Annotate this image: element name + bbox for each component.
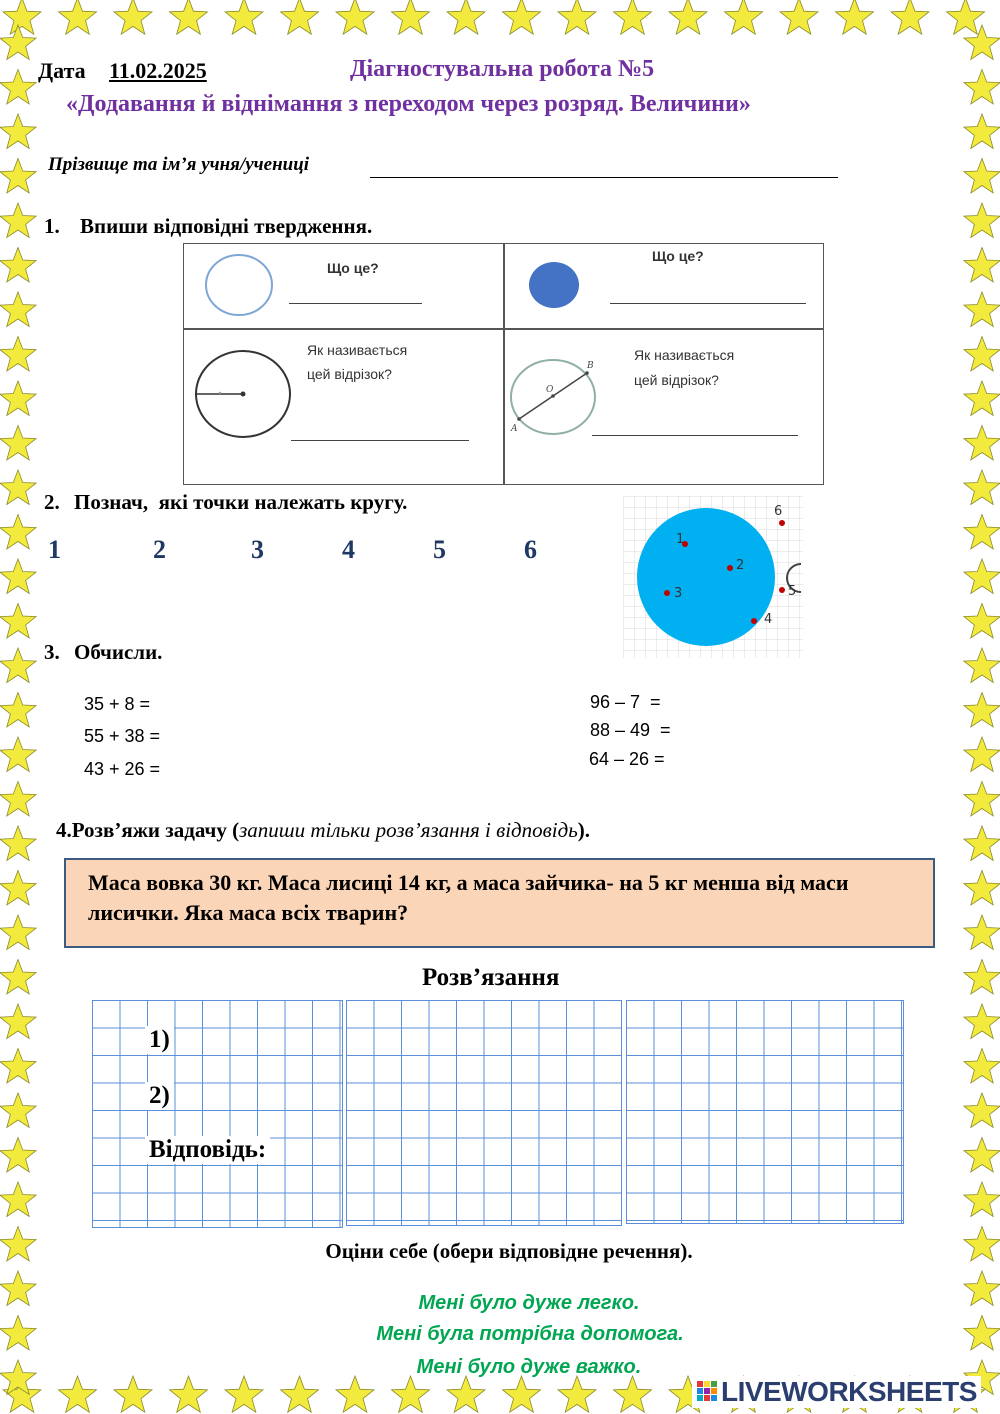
border-star-icon — [964, 737, 1000, 771]
filled-circle-icon — [527, 261, 581, 311]
border-star-icon — [0, 915, 36, 949]
date-label: Дата — [38, 58, 86, 83]
border-star-icon — [614, 1376, 652, 1412]
point-4-label: 4 — [764, 612, 773, 627]
border-star-icon — [964, 693, 1000, 727]
self-eval-option-easy[interactable]: Мені було дуже легко. — [418, 1292, 640, 1314]
point-b-label: B — [587, 361, 594, 371]
border-star-icon — [891, 0, 929, 34]
option-4[interactable]: 4 — [342, 535, 355, 564]
point-1-label: 1 — [676, 532, 685, 547]
point-a-label: A — [511, 424, 518, 434]
border-star-icon — [0, 292, 36, 326]
border-star-icon — [558, 0, 596, 34]
self-eval-option-help[interactable]: Мені була потрібна допомога. — [376, 1323, 684, 1345]
point-6 — [779, 520, 785, 526]
border-star-icon — [964, 559, 1000, 593]
option-3[interactable]: 3 — [251, 535, 264, 564]
circle-outline-icon — [202, 252, 276, 320]
example-left-2[interactable]: 55 + 38 = — [84, 726, 161, 746]
border-star-icon — [725, 0, 763, 34]
border-star-icon — [170, 0, 208, 34]
border-star-icon — [114, 0, 152, 34]
border-star-icon — [836, 0, 874, 34]
border-star-icon — [964, 915, 1000, 949]
border-star-icon — [0, 1093, 36, 1127]
problem-box — [64, 858, 935, 948]
point-6-label: 6 — [774, 504, 783, 519]
border-star-icon — [964, 826, 1000, 860]
cell2-answer-line[interactable] — [610, 302, 806, 304]
border-star-icon — [964, 114, 1000, 148]
solution-grid-middle[interactable] — [346, 1000, 622, 1226]
border-star-icon — [281, 1376, 319, 1412]
border-star-icon — [964, 515, 1000, 549]
problem-text: Маса вовка 30 кг. Маса лисиці 14 кг, а маса зайчика- на 5 кг менша від маси лисички. Яка маса всіх тварин? — [88, 870, 849, 925]
border-star-icon — [964, 381, 1000, 415]
border-star-icon — [447, 1376, 485, 1412]
name-input-line[interactable] — [370, 176, 838, 178]
border-star-icon — [964, 337, 1000, 371]
border-star-icon — [336, 1376, 374, 1412]
border-star-icon — [669, 0, 707, 34]
cell1-answer-line[interactable] — [289, 302, 422, 304]
border-star-icon — [0, 1049, 36, 1083]
border-star-icon — [0, 470, 36, 504]
border-star-icon — [281, 0, 319, 34]
border-star-icon — [0, 604, 36, 638]
border-star-icon — [0, 337, 36, 371]
task4-title: 4.Розв’яжи задачу — [56, 818, 227, 842]
step-2-label: 2) — [145, 1082, 174, 1110]
border-star-icon — [964, 960, 1000, 994]
border-star-icon — [0, 782, 36, 816]
border-star-icon — [0, 515, 36, 549]
border-star-icon — [0, 203, 36, 237]
point-o-label: O — [546, 385, 554, 395]
border-star-icon — [0, 737, 36, 771]
circle-points-diagram — [623, 496, 803, 658]
border-star-icon — [503, 0, 541, 34]
border-star-icon — [964, 1138, 1000, 1172]
border-star-icon — [0, 693, 36, 727]
point-2-label: 2 — [736, 558, 745, 573]
border-star-icon — [114, 1376, 152, 1412]
example-right-3[interactable]: 64 – 26 = — [589, 749, 665, 769]
example-right-1[interactable]: 96 – 7 = — [590, 692, 661, 712]
border-star-icon — [59, 1376, 97, 1412]
liveworksheets-logo-text: LIVEWORKSHEETS — [721, 1376, 977, 1407]
cell1-question: Що це? — [327, 260, 379, 276]
border-star-icon — [225, 0, 263, 34]
point-4 — [751, 618, 757, 624]
border-star-icon — [0, 648, 36, 682]
border-star-icon — [225, 1376, 263, 1412]
cell3-question-line2: цей відрізок? — [307, 366, 392, 382]
point-3 — [664, 590, 670, 596]
border-star-icon — [59, 0, 97, 34]
border-star-icon — [503, 1376, 541, 1412]
name-label: Прізвище та ім’я учня/учениці — [48, 154, 310, 175]
point-5-label: 5 — [788, 584, 797, 599]
date-value: 11.02.2025 — [109, 58, 207, 83]
work-title: Діагностувальна робота №5 — [350, 56, 655, 82]
task2-title: Познач, які точки належать кругу. — [74, 490, 408, 514]
border-star-icon — [964, 159, 1000, 193]
star-border-top — [0, 0, 1000, 44]
task4-hint-close: ). — [577, 818, 591, 842]
example-left-3[interactable]: 43 + 26 = — [84, 759, 161, 779]
border-star-icon — [964, 1004, 1000, 1038]
border-star-icon — [0, 960, 36, 994]
border-star-icon — [780, 0, 818, 34]
solution-grid-right[interactable] — [626, 1000, 904, 1224]
border-star-icon — [0, 114, 36, 148]
border-star-icon — [0, 70, 36, 104]
border-star-icon — [964, 1049, 1000, 1083]
point-5 — [779, 587, 785, 593]
task4-heading — [56, 818, 590, 843]
task3-number: 3. — [44, 640, 60, 664]
cell4-question-line1: Як називається — [634, 347, 735, 363]
point-2 — [727, 565, 733, 571]
border-star-icon — [336, 0, 374, 34]
border-star-icon — [0, 559, 36, 593]
task2-number: 2. — [44, 490, 60, 514]
cell4-answer-line[interactable] — [592, 434, 798, 436]
circle-radius-icon — [192, 348, 292, 440]
option-2[interactable]: 2 — [153, 535, 166, 564]
star-border-right — [958, 0, 1000, 1414]
example-right-2[interactable]: 88 – 49 = — [590, 720, 671, 740]
self-eval-option-hard[interactable]: Мені було дуже важко. — [416, 1356, 642, 1378]
step-1-label: 1) — [145, 1026, 174, 1054]
option-1[interactable]: 1 — [48, 535, 61, 564]
border-star-icon — [964, 426, 1000, 460]
border-star-icon — [0, 381, 36, 415]
cell2-question: Що це? — [652, 248, 704, 264]
border-star-icon — [964, 248, 1000, 282]
border-star-icon — [964, 292, 1000, 326]
border-star-icon — [614, 0, 652, 34]
option-6[interactable]: 6 — [524, 535, 537, 564]
answer-label: Відповідь: — [145, 1136, 270, 1164]
task1-title: Впиши відповідні твердження. — [80, 214, 373, 238]
example-left-1[interactable]: 35 + 8 = — [84, 694, 151, 714]
solution-grid-left[interactable] — [92, 1000, 343, 1228]
border-star-icon — [964, 25, 1000, 59]
border-star-icon — [392, 0, 430, 34]
border-star-icon — [0, 25, 36, 59]
border-star-icon — [964, 604, 1000, 638]
point-3-label: 3 — [674, 586, 683, 601]
solution-heading: Розв’язання — [422, 964, 560, 991]
liveworksheets-logo-icon — [696, 1379, 718, 1405]
border-star-icon — [0, 1004, 36, 1038]
border-star-icon — [0, 248, 36, 282]
task1-number: 1. — [44, 214, 60, 238]
cell3-answer-line[interactable] — [291, 439, 469, 441]
border-star-icon — [964, 871, 1000, 905]
border-star-icon — [558, 1376, 596, 1412]
border-star-icon — [170, 1376, 208, 1412]
border-star-icon — [964, 1182, 1000, 1216]
liveworksheets-logo — [692, 1376, 981, 1408]
task4-hint-open: ( — [226, 818, 240, 842]
border-star-icon — [0, 1182, 36, 1216]
border-star-icon — [0, 426, 36, 460]
border-star-icon — [0, 159, 36, 193]
border-star-icon — [964, 470, 1000, 504]
border-star-icon — [964, 782, 1000, 816]
border-star-icon — [392, 1376, 430, 1412]
border-star-icon — [0, 826, 36, 860]
cell3-question-line1: Як називається — [307, 342, 408, 358]
border-star-icon — [964, 1093, 1000, 1127]
border-star-icon — [0, 1138, 36, 1172]
task1-table — [183, 243, 824, 485]
blue-circle — [637, 508, 775, 646]
work-topic: «Додавання й віднімання з переходом через розряд. Величини» — [66, 91, 751, 117]
border-star-icon — [0, 871, 36, 905]
cell4-question-line2: цей відрізок? — [634, 372, 719, 388]
border-star-icon — [447, 0, 485, 34]
star-border-left — [0, 0, 44, 1414]
task4-hint: запиши тільки розв’язання і відповідь — [239, 818, 578, 842]
border-star-icon — [964, 648, 1000, 682]
option-5[interactable]: 5 — [433, 535, 446, 564]
border-star-icon — [964, 70, 1000, 104]
circle-diameter-icon — [507, 357, 599, 435]
self-eval-title: Оціни себе (обери відповідне речення). — [325, 1239, 693, 1263]
task3-title: Обчисли. — [74, 640, 163, 664]
border-star-icon — [964, 203, 1000, 237]
